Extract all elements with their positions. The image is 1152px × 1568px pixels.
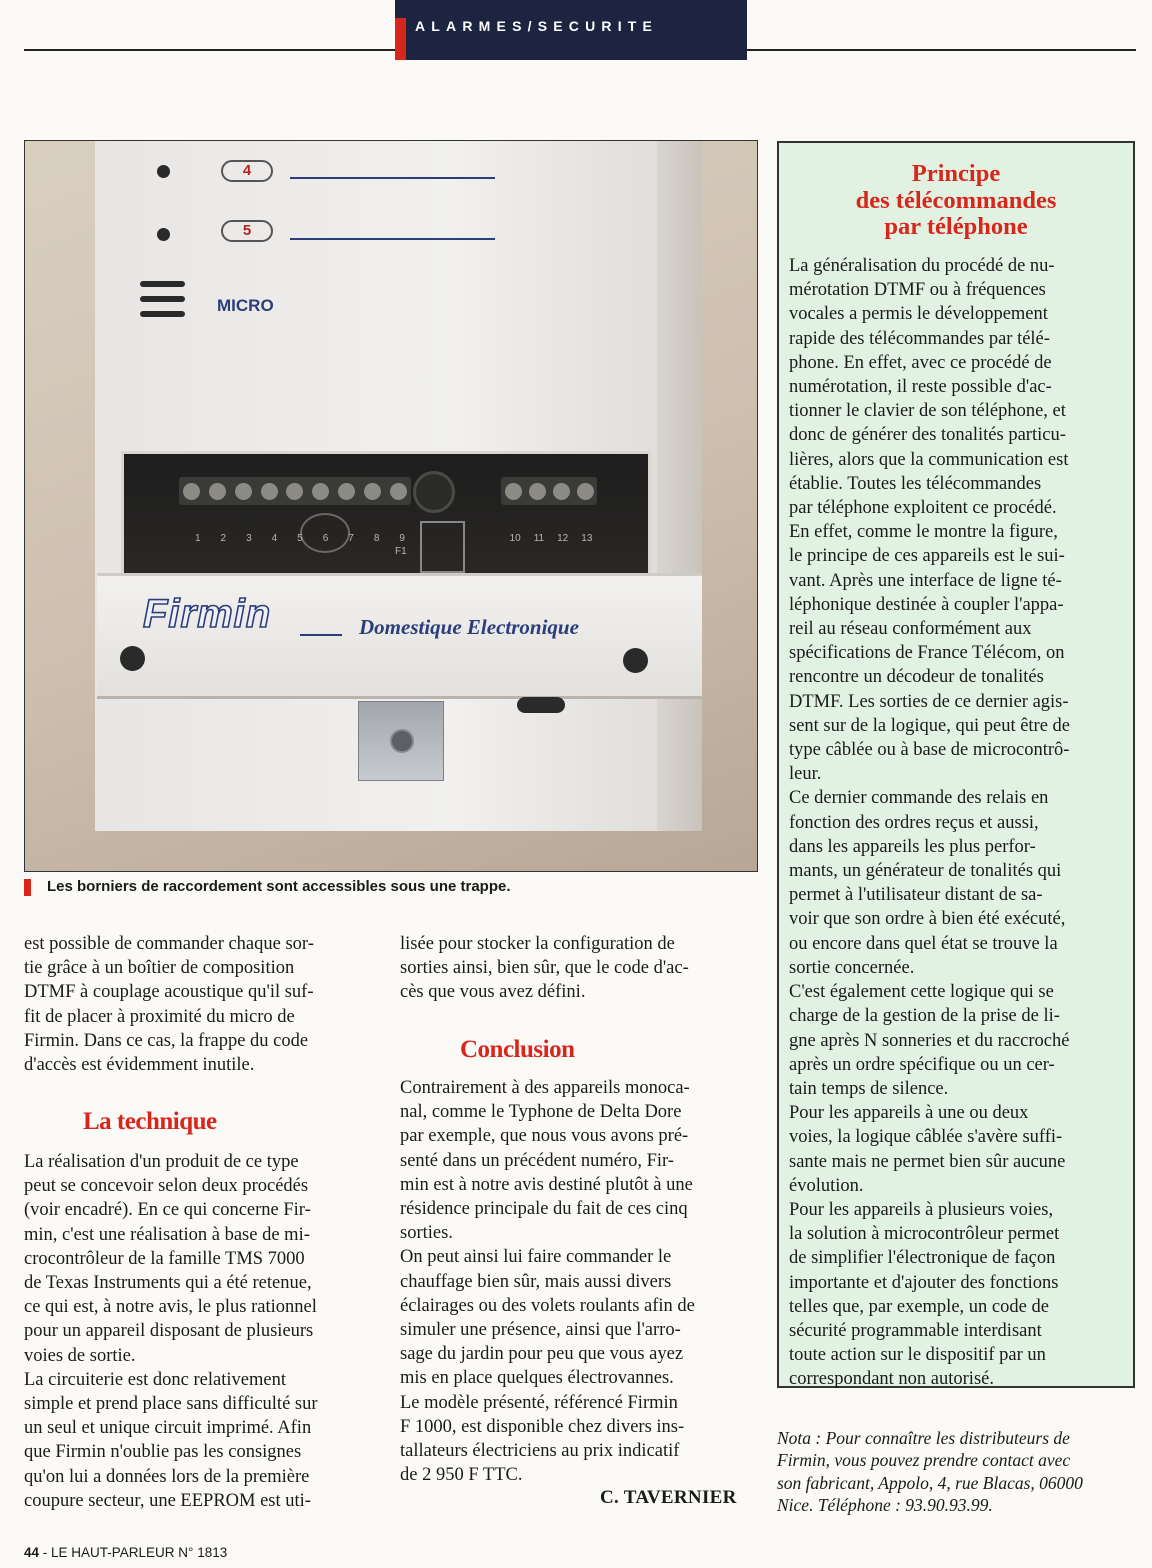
text-line: charge de la gestion de la prise de li- — [789, 1006, 1060, 1027]
terminal-label: 11 — [533, 533, 545, 544]
terminal-labels-right — [503, 533, 599, 544]
label-line-5 — [290, 238, 495, 240]
text-line: toute action sur le dispositif par un — [789, 1345, 1046, 1366]
micro-label: MICRO — [217, 296, 274, 315]
text-line: vant. Après une interface de ligne té- — [789, 570, 1062, 591]
text-line: La généralisation du procédé de nu- — [789, 256, 1055, 276]
text-line: importante et d'ajouter des fonctions — [789, 1272, 1059, 1293]
text-line: la solution à microcontrôleur permet — [789, 1224, 1060, 1245]
text-line: est possible de commander chaque sor- — [24, 934, 314, 954]
terminal-label: 2 — [220, 533, 227, 544]
text-line: senté dans un précédent numéro, Fir- — [400, 1150, 674, 1171]
box-title-line: par téléphone — [884, 213, 1028, 240]
text-line: (voir encadré). En ce qui concerne Fir- — [24, 1200, 311, 1221]
text-line: En effet, comme le montre la figure, — [789, 522, 1058, 543]
terminal-label: 5 — [297, 533, 303, 544]
page-footer — [24, 1545, 227, 1561]
led-indicator-4 — [157, 165, 170, 178]
text-line: de Texas Instruments qui a été retenue, — [24, 1273, 312, 1294]
fuse-bracket — [420, 521, 465, 573]
text-line: simuler une présence, ainsi que l'arro- — [400, 1320, 681, 1341]
text-line: permet à l'utilisateur distant de sa- — [789, 885, 1043, 906]
column-1-intro — [24, 932, 378, 1077]
section-banner-accent — [395, 18, 406, 60]
mounting-hole-left — [120, 646, 145, 671]
text-line: ce qui est, à notre avis, le plus rationnel — [24, 1297, 317, 1318]
label-line-4 — [290, 177, 495, 179]
brand-logo: Firmin — [143, 592, 272, 636]
terminal-label: 10 — [509, 533, 521, 544]
text-line: dans les appareils les plus perfor- — [789, 836, 1036, 857]
text-line: fit de placer à proximité du micro de — [24, 1006, 295, 1027]
text-line: Pour les appareils à une ou deux — [789, 1103, 1029, 1124]
text-line: par téléphone exploitent ce procédé. — [789, 498, 1057, 519]
box-title-line: des télécommandes — [855, 186, 1057, 214]
text-line: tain temps de silence. — [789, 1078, 949, 1099]
text-line: après un ordre spécifique ou un cer- — [789, 1054, 1055, 1075]
text-line: voies, la logique câblée s'avère suffi- — [789, 1127, 1063, 1148]
terminal-block-left — [179, 477, 411, 505]
terminal-labels-left — [185, 533, 415, 544]
text-line: rencontre un décodeur de tonalités — [789, 667, 1044, 688]
text-line: La réalisation d'un produit de ce type — [24, 1152, 299, 1172]
text-line: Nota : Pour connaître les distributeurs de — [777, 1428, 1070, 1448]
mounting-hole-right — [623, 648, 648, 673]
text-line: chauffage bien sûr, mais aussi divers — [400, 1271, 672, 1292]
text-line: mants, un générateur de tonalités qui — [789, 861, 1062, 882]
fuse-label: F1 — [395, 546, 407, 557]
terminal-label: 8 — [373, 533, 380, 544]
text-line: par exemple, que nous vous avons pré- — [400, 1126, 689, 1147]
button-4: 4 — [221, 160, 273, 182]
text-line: cès que vous avez défini. — [400, 982, 586, 1003]
column-1-body — [24, 1150, 378, 1513]
text-line: qu'on lui a données lors de la première — [24, 1466, 310, 1487]
text-line: sorties ainsi, bien sûr, que le code d'ac- — [400, 958, 689, 979]
text-line: lières, alors que la communication est — [789, 449, 1069, 470]
text-line: sorties. — [400, 1223, 453, 1244]
micro-grille — [140, 281, 185, 336]
text-line: donc de générer des tonalités particu- — [789, 425, 1066, 446]
nota-note — [777, 1427, 1135, 1517]
text-line: sortie concernée. — [789, 957, 915, 978]
heading-la-technique: La technique — [83, 1108, 217, 1135]
button-5: 5 — [221, 220, 273, 242]
text-line: Contrairement à des appareils monoca- — [400, 1078, 690, 1098]
column-2-body — [400, 1076, 756, 1487]
text-line: phone. En effet, avec ce procédé de — [789, 352, 1052, 373]
header-rule-left — [24, 49, 396, 51]
text-line: sent sur de la logique, qui peut être de — [789, 715, 1071, 736]
text-line: leur. — [789, 764, 822, 785]
text-line: que Firmin n'oublie pas les consignes — [24, 1442, 302, 1463]
text-line: crocontrôleur de la famille TMS 7000 — [24, 1248, 305, 1269]
terminal-block-right — [501, 477, 597, 505]
text-line: évolution. — [789, 1175, 864, 1196]
text-line: le principe de ces appareils est le sui- — [789, 546, 1065, 567]
terminal-label: 3 — [246, 533, 252, 544]
text-line: mis en place quelques électrovannes. — [400, 1368, 674, 1389]
text-line: C'est également cette logique qui se — [789, 982, 1054, 1003]
text-line: de simplifier l'électronique de façon — [789, 1248, 1056, 1269]
header-rule-right — [747, 49, 1136, 51]
text-line: un seul et unique circuit imprimé. Afin — [24, 1418, 312, 1439]
text-line: F 1000, est disponible chez divers ins- — [400, 1416, 685, 1437]
text-line: nal, comme le Typhone de Delta Dore — [400, 1102, 682, 1123]
text-line: de 2 950 F TTC. — [400, 1465, 523, 1486]
text-line: On peut ainsi lui faire commander le — [400, 1247, 672, 1268]
text-line: rapide des télécommandes par télé- — [789, 328, 1050, 349]
text-line: DTMF. Les sorties de ce dernier agis- — [789, 691, 1069, 712]
box-body — [789, 254, 1125, 1392]
publication-name: - LE HAUT-PARLEUR N° 1813 — [39, 1545, 228, 1560]
text-line: Ce dernier commande des relais en — [789, 788, 1049, 809]
terminal-bay — [121, 451, 651, 579]
text-line: Nice. Téléphone : 93.90.93.99. — [777, 1495, 993, 1516]
text-line: Le modèle présenté, référencé Firmin — [400, 1392, 678, 1413]
text-line: telles que, par exemple, un code de — [789, 1296, 1049, 1317]
terminal-label: 6 — [322, 533, 329, 544]
device-photo — [24, 140, 758, 872]
text-line: gne après N sonneries et du raccroché — [789, 1030, 1070, 1051]
text-line: son fabricant, Appolo, 4, rue Blacas, 06000 — [777, 1472, 1083, 1493]
text-line: spécifications de France Télécom, on — [789, 643, 1065, 664]
terminal-label: 12 — [557, 533, 569, 544]
text-line: min est à notre avis destiné plutôt à une — [400, 1174, 693, 1195]
text-line: pour un appareil disposant de plusieurs — [24, 1321, 314, 1342]
text-line: fonction des ordres reçus et aussi, — [789, 812, 1039, 833]
text-line: sécurité programmable interdisant — [789, 1320, 1042, 1341]
text-line: tionner le clavier de son téléphone, et — [789, 401, 1066, 422]
text-line: tie grâce à un boîtier de composition — [24, 958, 295, 979]
text-line: voir que son ordre à bien été exécuté, — [789, 909, 1066, 930]
text-line: peut se concevoir selon deux procédés — [24, 1176, 309, 1197]
text-line: La circuiterie est donc relativement — [24, 1369, 286, 1390]
text-line: sage du jardin pour peu que vous ayez — [400, 1344, 684, 1365]
text-line: d'accès est évidemment inutile. — [24, 1055, 255, 1076]
text-line: numérotation, il reste possible d'ac- — [789, 377, 1052, 398]
text-line: vocales a permis le développement — [789, 304, 1048, 325]
text-line: lisée pour stocker la configuration de — [400, 934, 675, 954]
text-line: correspondant non autorisé. — [789, 1369, 994, 1390]
terminal-label: 7 — [348, 533, 354, 544]
text-line: sante mais ne permet bien sûr aucune — [789, 1151, 1066, 1172]
text-line: Firmin. Dans ce cas, la frappe du code — [24, 1030, 309, 1051]
fuse-holder — [413, 471, 455, 513]
text-line: min, c'est une réalisation à base de mi- — [24, 1224, 310, 1245]
cable-grommet — [517, 697, 565, 713]
text-line: simple et prend place sans difficulté sur — [24, 1394, 318, 1415]
device-right-edge — [657, 140, 702, 831]
section-title: ALARMES/SECURITE — [415, 18, 659, 34]
box-title — [779, 161, 1133, 241]
terminal-label: 13 — [581, 533, 593, 544]
text-line: ou encore dans quel état se trouve la — [789, 933, 1058, 954]
text-line: Firmin, vous pouvez prendre contact avec — [777, 1450, 1071, 1471]
text-line: résidence principale du fait de ces cinq — [400, 1199, 688, 1220]
text-line: voies de sortie. — [24, 1345, 136, 1366]
terminal-label: 4 — [271, 533, 278, 544]
author-signature: C. TAVERNIER — [600, 1487, 737, 1508]
text-line: coupure secteur, une EEPROM est uti- — [24, 1490, 311, 1511]
heading-conclusion: Conclusion — [460, 1036, 575, 1063]
led-indicator-5 — [157, 228, 170, 241]
text-line: éclairages ou des volets roulants afin de — [400, 1295, 695, 1316]
terminal-label: 9 — [399, 533, 405, 544]
bracket-hole — [390, 729, 414, 753]
text-line: Pour les appareils à plusieurs voies, — [789, 1199, 1054, 1220]
text-line: léphonique destinée à coupler l'appa- — [789, 594, 1064, 615]
terminal-label: 1 — [194, 533, 201, 544]
text-line: reil au réseau conformément aux — [789, 619, 1032, 640]
brand-subtitle: Domestique Electronique — [359, 615, 579, 639]
column-2-intro — [400, 932, 756, 1005]
sidebar-box — [777, 141, 1135, 1388]
text-line: type câblée ou à base de microcontrô- — [789, 740, 1070, 761]
text-line: DTMF à couplage acoustique qu'il suf- — [24, 982, 314, 1003]
brand-dash — [300, 634, 342, 636]
text-line: tallateurs électriciens au prix indicatif — [400, 1441, 680, 1462]
box-title-line: Principe — [911, 160, 1001, 187]
page-number: 44 — [24, 1545, 40, 1560]
caption-marker — [24, 879, 31, 896]
text-line: établie. Toutes les télécommandes — [789, 473, 1042, 494]
photo-caption: Les borniers de raccordement sont accessibles sous une trappe. — [47, 878, 511, 895]
text-line: mérotation DTMF ou à fréquences — [789, 280, 1046, 301]
